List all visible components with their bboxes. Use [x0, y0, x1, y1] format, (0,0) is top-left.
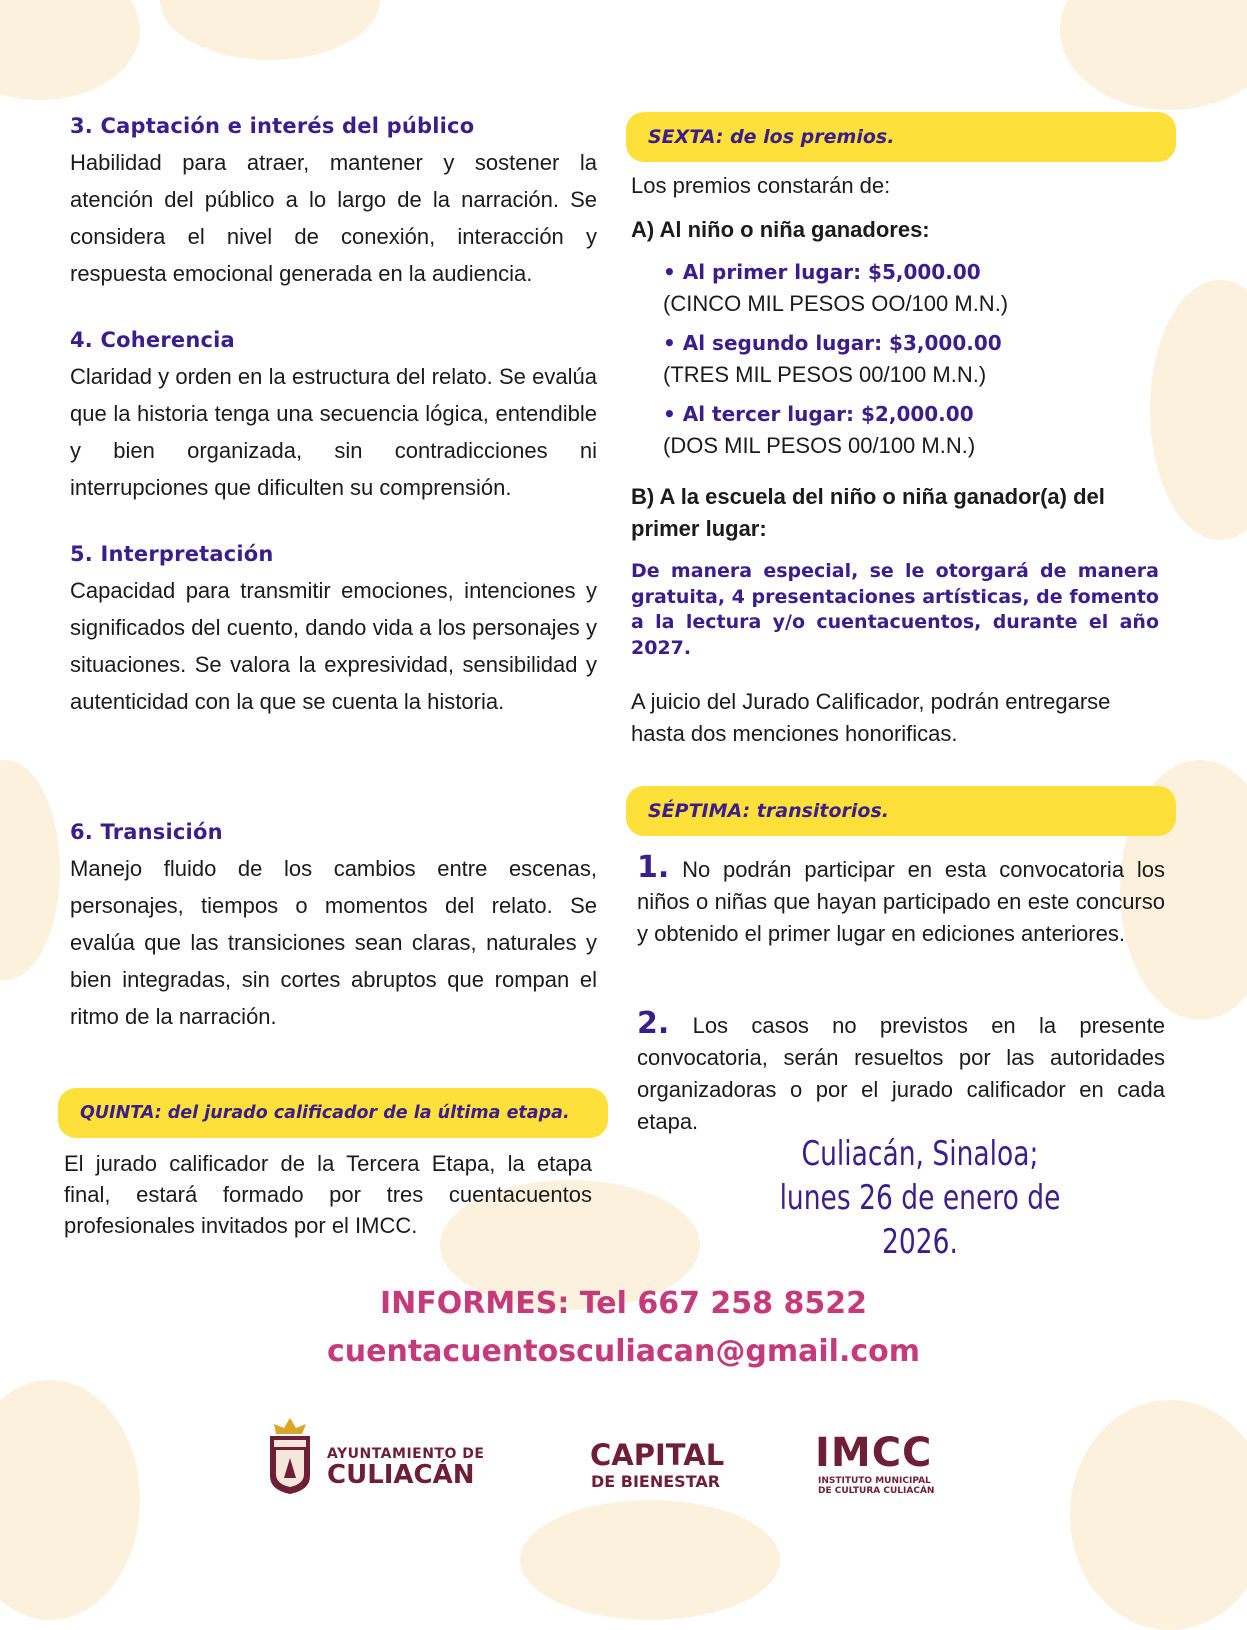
prize-head: • Al segundo lugar: $3,000.00 [663, 331, 1002, 355]
contact-email[interactable]: cuentacuentosculiacan@gmail.com [326, 1334, 920, 1369]
imcc-sub-line: INSTITUTO MUNICIPAL [818, 1476, 931, 1486]
quinta-body: El jurado calificador de la Tercera Etapa, la etapa final, estará formado por tres cuentacuentos profesionales invitados por el IMCC. [64, 1151, 592, 1238]
criterion-body: Capacidad para transmitir emociones, intenciones y significados del cuento, dando vida a los personajes y situaciones. Se valora la expresividad, sensibilidad y autenticidad con la que se cuenta la historia. [70, 578, 597, 714]
quinta-heading: QUINTA: del jurado calificador de la última etapa. [58, 1088, 608, 1138]
criterion-body: Manejo fluido de los cambios entre escenas, personajes, tiempos o momentos del relato. Se evalúa que las transiciones sean claras, naturales y bien integradas, sin cortes abruptos que rompan el ritmo de la narración. [70, 856, 597, 1029]
ayuntamiento-logo [266, 1418, 314, 1500]
date-line: lunes 26 de enero de 2026. [779, 1178, 1061, 1262]
capital-bottom-text: DE BIENESTAR [591, 1472, 721, 1491]
imcc-main-text: IMCC [815, 1430, 933, 1476]
item-text: No podrán participar en esta convocatoria los niños o niñas que hayan participado en este concurso y obtenido el primer lugar en ediciones anteriores. [637, 857, 1165, 946]
item-number: 2. [637, 1006, 670, 1041]
item-text: Los casos no previstos en la presente convocatoria, serán resueltos por las autoridades organizadoras o por el jurado calificador en cada etapa. [637, 1013, 1165, 1134]
criterion-coherencia [70, 328, 597, 506]
ayuntamiento-top-text: AYUNTAMIENTO DE [327, 1446, 485, 1462]
place-line: Culiacán, Sinaloa; [801, 1134, 1039, 1174]
criterion-interpretacion [70, 542, 597, 720]
septima-heading: SÉPTIMA: transitorios. [626, 786, 1176, 836]
culiacan-shield-icon [266, 1418, 314, 1496]
imcc-sub-line: DE CULTURA CULIACÁN [818, 1486, 935, 1496]
criterion-captacion [70, 114, 597, 292]
sexta-mentions: A juicio del Jurado Calificador, podrán entregarse hasta dos menciones honorificas. [631, 689, 1111, 746]
capital-top-text: CAPITAL [590, 1438, 725, 1472]
prize-first [663, 257, 1008, 319]
criterion-title: 4. Coherencia [70, 328, 235, 352]
prize-second [663, 328, 1002, 390]
criterion-transicion [70, 820, 597, 1035]
prize-third [663, 399, 975, 461]
sexta-special: De manera especial, se le otorgará de manera gratuita, 4 presentaciones artísticas, de fomento a la lectura y/o cuentacuentos, durante el año 2027. [631, 560, 1159, 659]
septima-item-1 [637, 852, 1165, 950]
sexta-section-a: A) Al niño o niña ganadores: [631, 217, 930, 242]
criterion-body: Habilidad para atraer, mantener y sostener la atención del público a lo largo de la narración. Se considera el nivel de conexión, interacción y respuesta emocional generada en la audiencia. [70, 150, 597, 286]
contact-phone: INFORMES: Tel 667 258 8522 [380, 1286, 867, 1321]
prize-words: (CINCO MIL PESOS OO/100 M.N.) [663, 291, 1009, 316]
septima-item-2 [637, 1008, 1165, 1138]
sexta-section-b: B) A la escuela del niño o niña ganador(a) del primer lugar: [631, 484, 1105, 541]
ayuntamiento-main-text: CULIACÁN [327, 1460, 475, 1490]
criterion-title: 6. Transición [70, 820, 223, 844]
criterion-title: 5. Interpretación [70, 542, 274, 566]
prize-head: • Al primer lugar: $5,000.00 [663, 260, 981, 284]
prize-head: • Al tercer lugar: $2,000.00 [663, 402, 974, 426]
imcc-sub-text [818, 1476, 934, 1496]
item-number: 1. [637, 850, 670, 885]
sexta-intro: Los premios constarán de: [631, 173, 891, 198]
place-date [748, 1132, 1091, 1264]
sexta-heading: SEXTA: de los premios. [626, 112, 1176, 162]
criterion-body: Claridad y orden en la estructura del relato. Se evalúa que la historia tenga una secuencia lógica, entendible y bien organizada, sin contradicciones ni interrupciones que dificulten su comprensión. [70, 364, 597, 500]
criterion-title: 3. Captación e interés del público [70, 114, 475, 138]
prize-words: (DOS MIL PESOS 00/100 M.N.) [663, 433, 976, 458]
prize-words: (TRES MIL PESOS 00/100 M.N.) [663, 362, 987, 387]
